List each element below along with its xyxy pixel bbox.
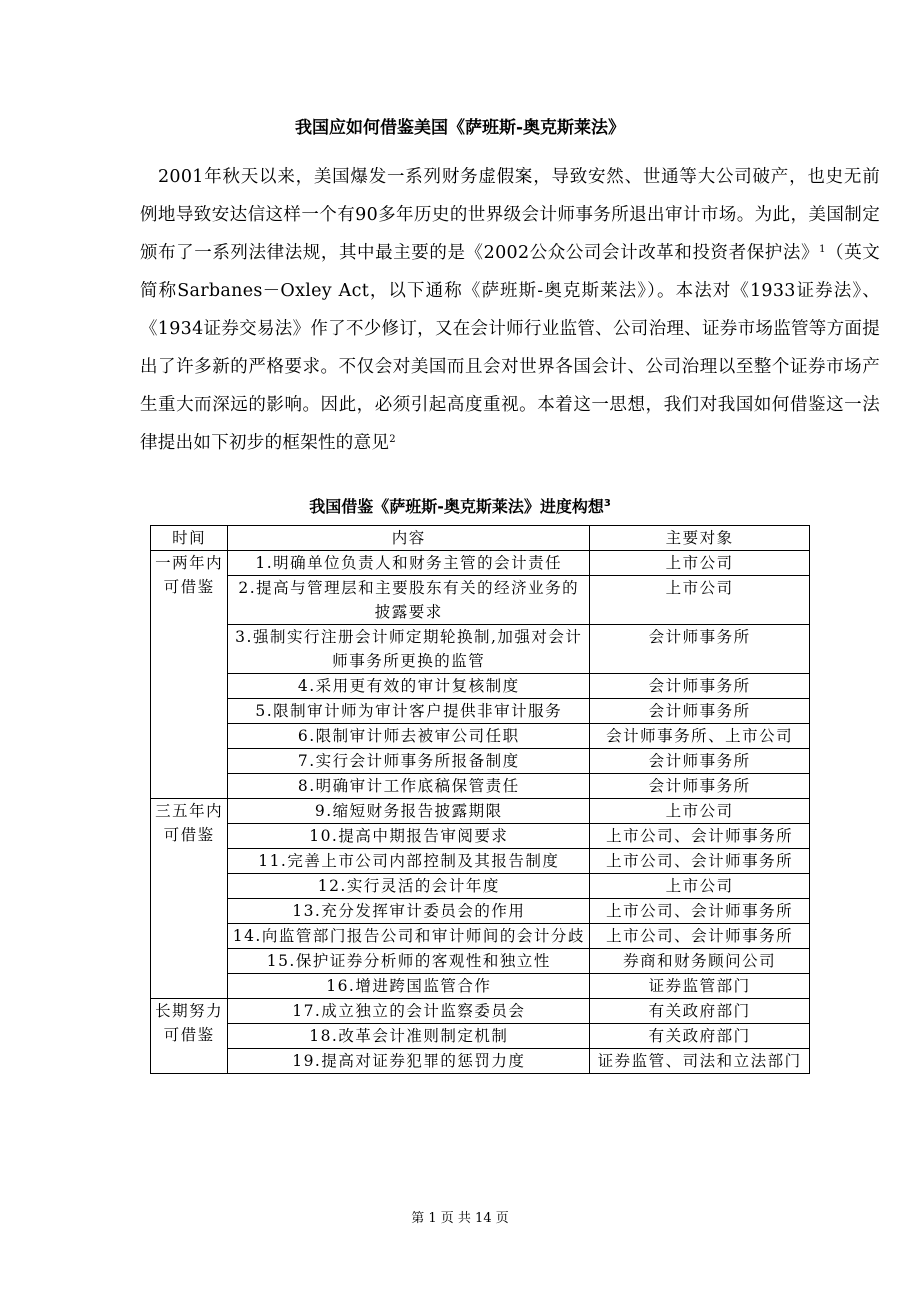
content-cell: 3.强制实行注册会计师定期轮换制,加强对会计师事务所更换的监管 [228, 625, 590, 674]
content-cell: 19.提高对证券犯罪的惩罚力度 [228, 1049, 590, 1074]
content-cell: 13.充分发挥审计委员会的作用 [228, 899, 590, 924]
header-time: 时间 [151, 526, 228, 551]
target-cell: 证券监管、司法和立法部门 [590, 1049, 810, 1074]
footnote-ref-2: 2 [389, 434, 396, 445]
content-cell: 11.完善上市公司内部控制及其报告制度 [228, 849, 590, 874]
table-row [151, 576, 810, 625]
table-row [151, 749, 810, 774]
header-content: 内容 [228, 526, 590, 551]
table-row [151, 999, 810, 1024]
footnote-ref-3: 3 [603, 498, 611, 509]
target-cell: 券商和财务顾问公司 [590, 949, 810, 974]
table-row [151, 974, 810, 999]
target-cell: 会计师事务所 [590, 625, 810, 674]
progress-table [150, 525, 810, 1074]
table-row [151, 625, 810, 674]
target-cell: 证券监管部门 [590, 974, 810, 999]
table-row [151, 824, 810, 849]
content-cell: 15.保护证券分析师的客观性和独立性 [228, 949, 590, 974]
footnote-ref-1: 1 [819, 244, 826, 255]
target-cell: 会计师事务所、上市公司 [590, 724, 810, 749]
target-cell: 有关政府部门 [590, 1024, 810, 1049]
table-row [151, 799, 810, 824]
target-cell: 上市公司 [590, 551, 810, 576]
paragraph-text-continued: （英文简称Sarbanes－Oxley Act，以下通称《萨班斯-奥克斯莱法》）。本法对《1933证券法》、《1934证券交易法》作了不少修订，又在会计师行业监管、公司治理、证券市场监管等方面提出了许多新的严格要求。不仅会对美国而且会对世界各国会计、公司治理以至整个证券市场产生重大而深远的影响。因此，必须引起高度重视。本着这一思想，我们对我国如何借鉴这一法律提出如下初步的框架性的意见 [140, 243, 880, 453]
content-cell: 9.缩短财务报告披露期限 [228, 799, 590, 824]
page-footer: 第 1 页 共 14 页 [411, 1211, 509, 1226]
content-cell: 10.提高中期报告审阅要求 [228, 824, 590, 849]
table-row [151, 674, 810, 699]
table-row [151, 699, 810, 724]
content-cell: 7.实行会计师事务所报备制度 [228, 749, 590, 774]
target-cell: 会计师事务所 [590, 674, 810, 699]
target-cell: 会计师事务所 [590, 774, 810, 799]
table-row [151, 551, 810, 576]
content-cell: 1.明确单位负责人和财务主管的会计责任 [228, 551, 590, 576]
table-row [151, 924, 810, 949]
target-cell: 上市公司 [590, 874, 810, 899]
table-row [151, 724, 810, 749]
table-caption-text: 我国借鉴《萨班斯-奥克斯莱法》进度构想 [309, 497, 604, 516]
table-row [151, 774, 810, 799]
content-cell: 17.成立独立的会计监察委员会 [228, 999, 590, 1024]
content-cell: 4.采用更有效的审计复核制度 [228, 674, 590, 699]
body-paragraph [140, 158, 880, 462]
target-cell: 上市公司 [590, 799, 810, 824]
period-cell: 一两年内可借鉴 [151, 551, 228, 799]
period-cell: 长期努力可借鉴 [151, 999, 228, 1074]
target-cell: 上市公司 [590, 576, 810, 625]
content-cell: 12.实行灵活的会计年度 [228, 874, 590, 899]
table-caption [0, 494, 920, 517]
target-cell: 上市公司、会计师事务所 [590, 899, 810, 924]
content-cell: 6.限制审计师去被审公司任职 [228, 724, 590, 749]
table-row [151, 849, 810, 874]
paragraph-text: 2001年秋天以来，美国爆发一系列财务虚假案，导致安然、世通等大公司破产，也史无前例地导致安达信这样一个有90多年历史的世界级会计师事务所退出审计市场。为此，美国制定颁布了一系列法律法规，其中最主要的是《2002公众公司会计改革和投资者保护法》 [140, 167, 880, 263]
period-cell: 三五年内可借鉴 [151, 799, 228, 999]
table-row [151, 949, 810, 974]
table-row [151, 899, 810, 924]
content-cell: 5.限制审计师为审计客户提供非审计服务 [228, 699, 590, 724]
target-cell: 有关政府部门 [590, 999, 810, 1024]
content-cell: 14.向监管部门报告公司和审计师间的会计分歧 [228, 924, 590, 949]
table-row [151, 874, 810, 899]
target-cell: 上市公司、会计师事务所 [590, 824, 810, 849]
table-body [151, 551, 810, 1074]
table-header-row [151, 526, 810, 551]
target-cell: 会计师事务所 [590, 749, 810, 774]
content-cell: 18.改革会计准则制定机制 [228, 1024, 590, 1049]
table-row [151, 1049, 810, 1074]
content-cell: 16.增进跨国监管合作 [228, 974, 590, 999]
target-cell: 上市公司、会计师事务所 [590, 849, 810, 874]
content-cell: 2.提高与管理层和主要股东有关的经济业务的披露要求 [228, 576, 590, 625]
target-cell: 上市公司、会计师事务所 [590, 924, 810, 949]
content-cell: 8.明确审计工作底稿保管责任 [228, 774, 590, 799]
header-target: 主要对象 [590, 526, 810, 551]
document-title: 我国应如何借鉴美国《萨班斯-奥克斯莱法》 [294, 118, 626, 138]
target-cell: 会计师事务所 [590, 699, 810, 724]
table-row [151, 1024, 810, 1049]
